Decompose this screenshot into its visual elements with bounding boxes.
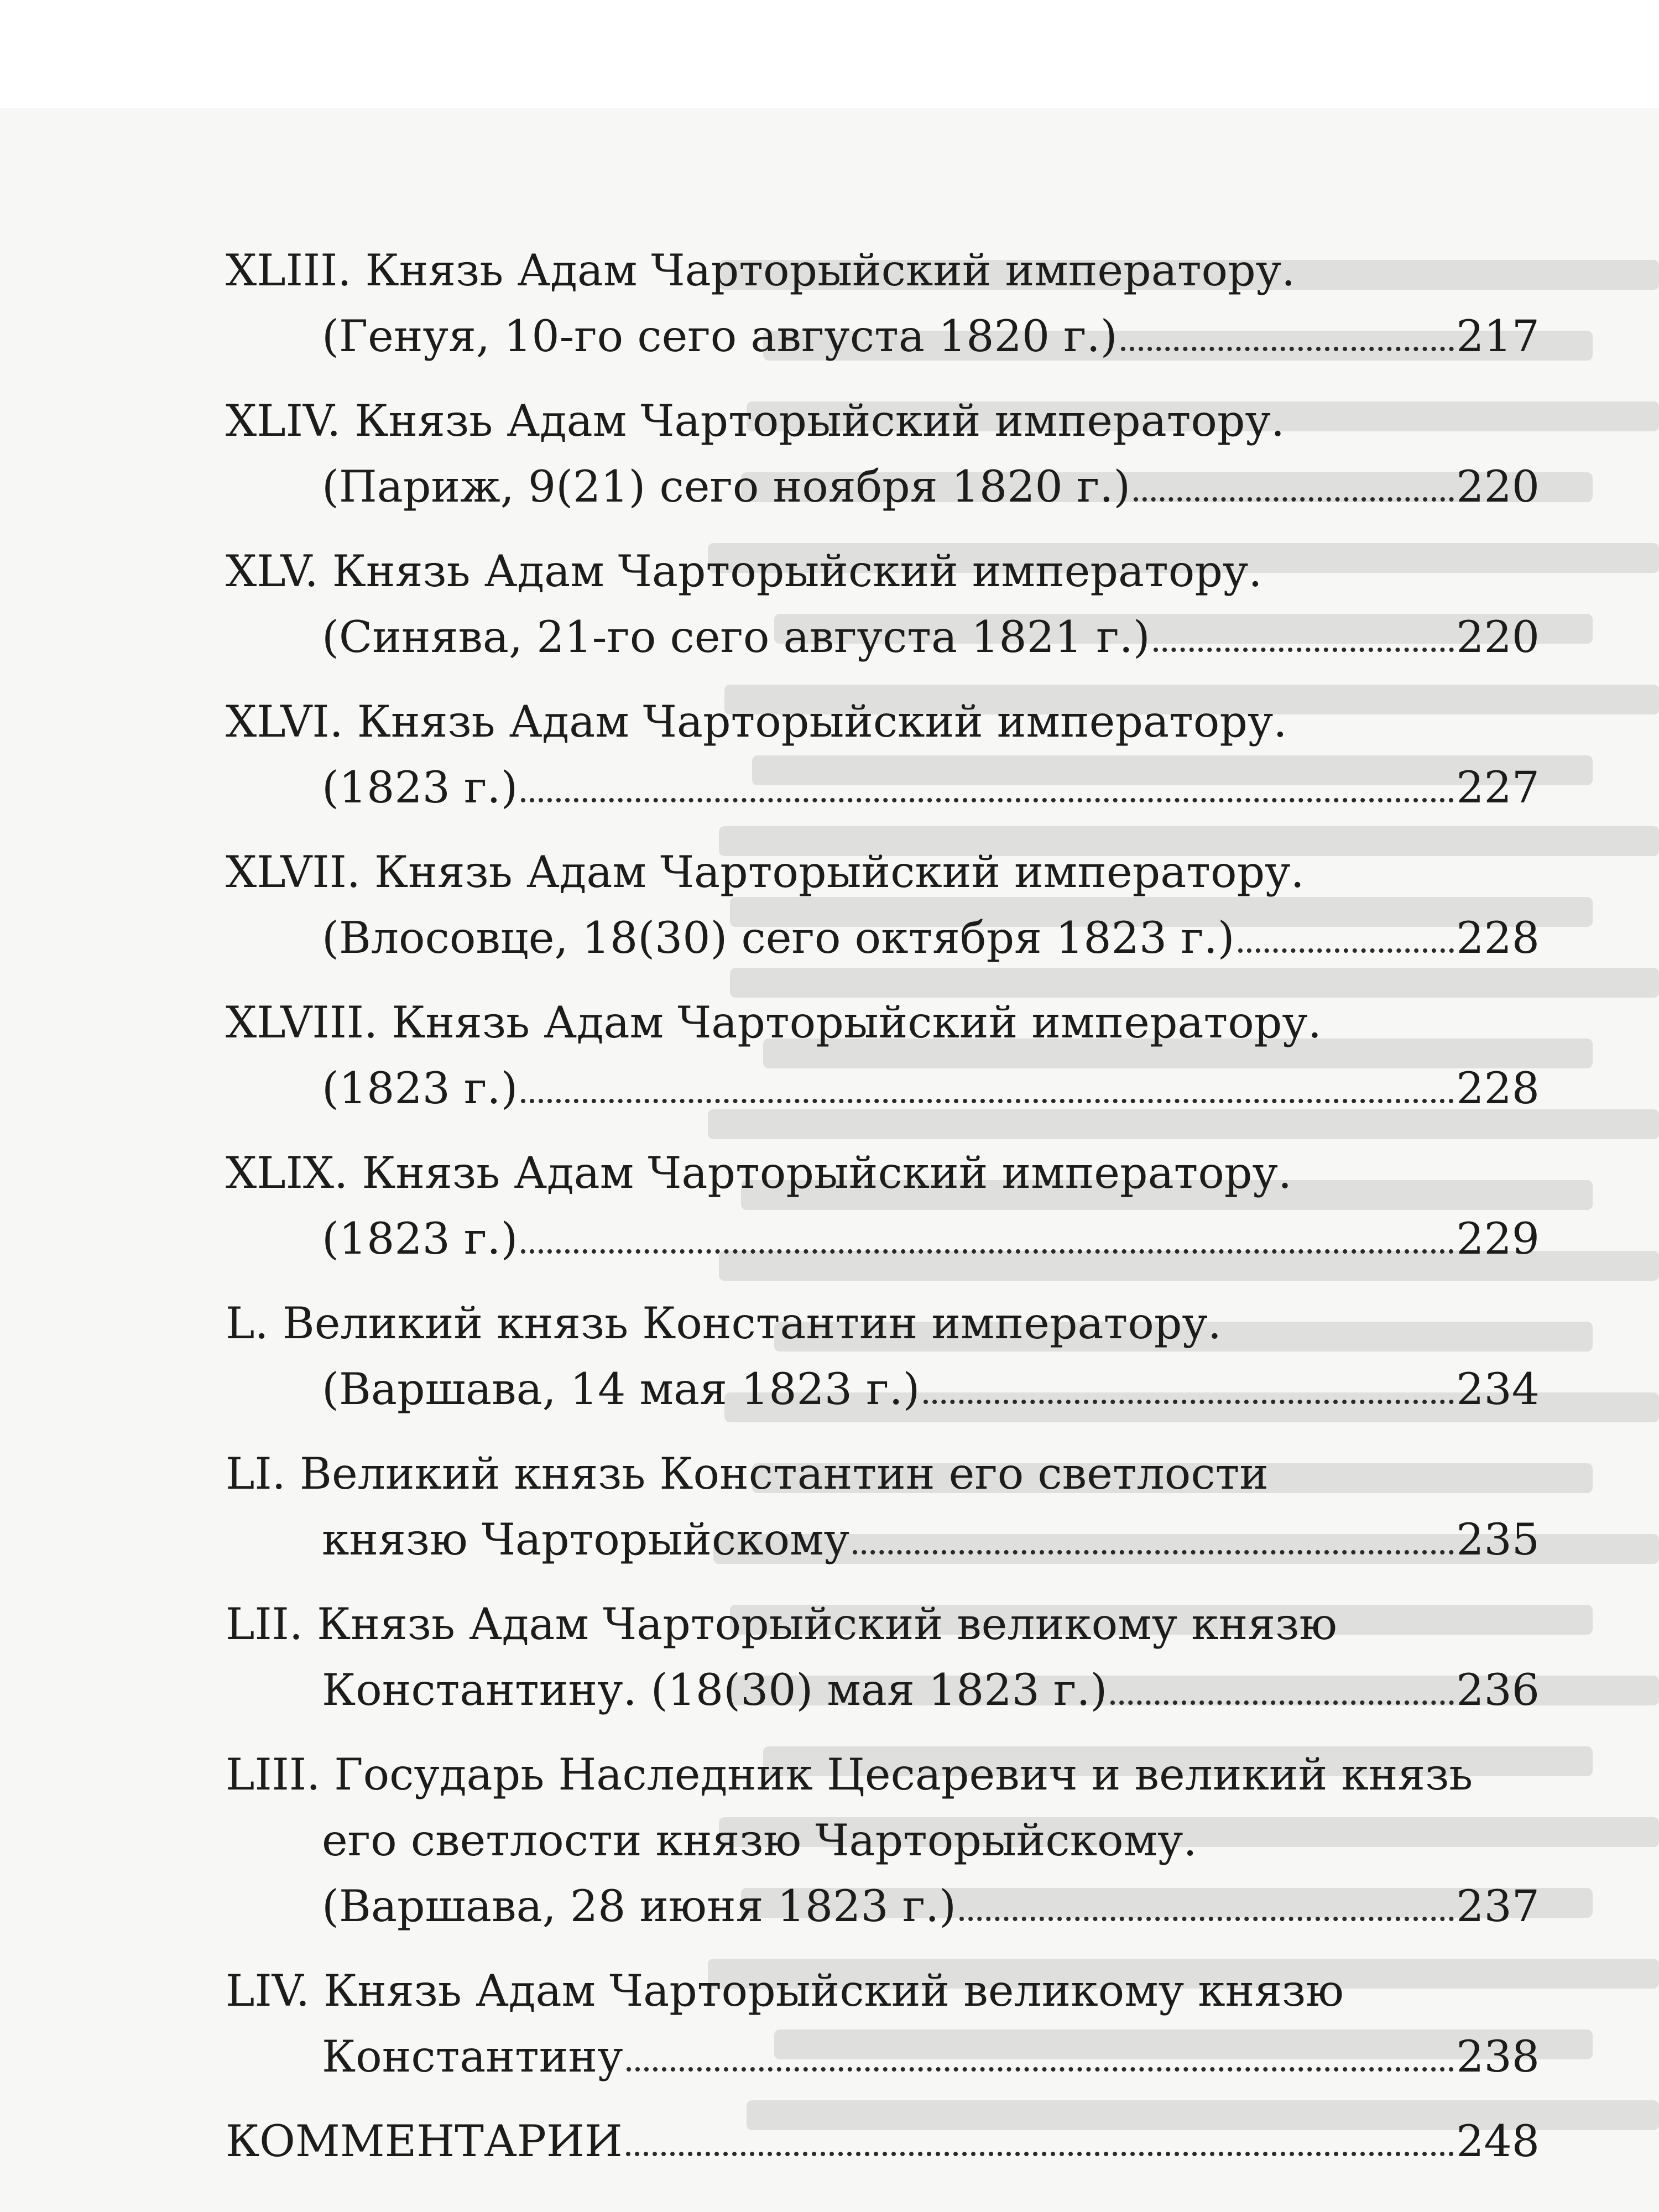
dot-leader [959, 1917, 1454, 1921]
entry-detail: (Генуя, 10-го сего августа 1820 г.) [322, 311, 1118, 362]
table-of-contents [226, 238, 1540, 2193]
page-number: 236 [1456, 1665, 1540, 1715]
toc-entry-li [226, 1441, 1540, 1573]
dot-leader [853, 1550, 1454, 1554]
entry-detail: (1823 г.) [322, 1213, 518, 1264]
dot-leader [1121, 347, 1454, 351]
entry-leader-line [226, 1056, 1540, 1121]
page-top-margin [0, 0, 1659, 108]
dot-leader [627, 2067, 1454, 2072]
dot-leader [521, 1249, 1454, 1254]
toc-entry-xlviii [226, 990, 1540, 1121]
toc-entry-lii [226, 1592, 1540, 1723]
entry-leader-line [226, 905, 1540, 971]
entry-detail: (Влосовце, 18(30) сего октября 1823 г.) [322, 912, 1235, 963]
entry-title: XLV. Князь Адам Чарторыйский императору. [226, 546, 1262, 597]
page-number: 220 [1456, 612, 1540, 662]
entry-detail: (Варшава, 14 мая 1823 г.) [322, 1364, 920, 1415]
entry-title: XLVIII. Князь Адам Чарторыйский императору. [226, 997, 1322, 1048]
commentary-label: КОММЕНТАРИИ [226, 2116, 623, 2167]
entry-title-continuation: его светлости князю Чарторыйскому. [322, 1815, 1197, 1866]
page-number: 217 [1456, 311, 1540, 362]
entry-title: XLVI. Князь Адам Чарторыйский императору. [226, 696, 1287, 747]
page-number: 248 [1456, 2116, 1540, 2167]
toc-entry-liv [226, 1958, 1540, 2090]
toc-entry-liii [226, 1742, 1540, 1939]
entry-detail: Константину [322, 2031, 623, 2082]
entry-title: LIII. Государь Наследник Цесаревич и великий князь [226, 1749, 1473, 1800]
entry-leader-line [226, 1357, 1540, 1422]
dot-leader [1238, 948, 1454, 953]
page-number: 235 [1456, 1514, 1540, 1565]
entry-title: XLIII. Князь Адам Чарторыйский императору. [226, 245, 1296, 296]
entry-leader-line [226, 454, 1540, 520]
page-number: 228 [1456, 1063, 1540, 1114]
entry-leader-line [226, 1507, 1540, 1573]
toc-entry-l [226, 1291, 1540, 1422]
entry-title: L. Великий князь Константин императору. [226, 1298, 1222, 1349]
entry-detail: князю Чарторыйскому [322, 1514, 850, 1565]
dot-leader [1154, 648, 1454, 652]
page-number: 237 [1456, 1881, 1540, 1932]
page-number: 227 [1456, 762, 1540, 813]
entry-leader-line [226, 2109, 1540, 2174]
toc-entry-xlvii [226, 839, 1540, 971]
entry-leader-line [226, 755, 1540, 821]
entry-leader-line [226, 1874, 1540, 1939]
entry-leader-line [226, 2024, 1540, 2090]
page-number: 220 [1456, 461, 1540, 512]
page-number: 234 [1456, 1364, 1540, 1415]
toc-entry-xliii [226, 238, 1540, 369]
dot-leader [521, 798, 1454, 802]
toc-entry-xliv [226, 388, 1540, 520]
toc-entry-xlix [226, 1140, 1540, 1272]
dot-leader [521, 1099, 1454, 1103]
toc-entry-xlvi [226, 689, 1540, 821]
dot-leader [626, 2152, 1454, 2156]
entry-title: XLIX. Князь Адам Чарторыйский императору. [226, 1147, 1292, 1198]
entry-detail: (Париж, 9(21) сего ноября 1820 г.) [322, 461, 1131, 512]
entry-detail: (1823 г.) [322, 762, 518, 813]
entry-title: XLIV. Князь Адам Чарторыйский императору. [226, 395, 1285, 446]
page-number: 238 [1456, 2031, 1540, 2082]
page-number: 228 [1456, 912, 1540, 963]
entry-leader-line [226, 304, 1540, 369]
entry-detail: (1823 г.) [322, 1063, 518, 1114]
page-number: 229 [1456, 1213, 1540, 1264]
entry-leader-line [226, 604, 1540, 670]
entry-title: LII. Князь Адам Чарторыйский великому князю [226, 1599, 1337, 1650]
toc-entry-commentary [226, 2109, 1540, 2174]
entry-title: XLVII. Князь Адам Чарторыйский императору. [226, 847, 1305, 898]
entry-detail: (Синява, 21-го сего августа 1821 г.) [322, 612, 1150, 662]
dot-leader [924, 1400, 1454, 1404]
toc-entry-xlv [226, 539, 1540, 670]
entry-title: LI. Великий князь Константин его светлости [226, 1448, 1269, 1499]
dot-leader [1110, 1700, 1454, 1705]
entry-title: LIV. Князь Адам Чарторыйский великому князю [226, 1965, 1344, 2016]
entry-leader-line [226, 1657, 1540, 1723]
entry-detail: Константину. (18(30) мая 1823 г.) [322, 1665, 1108, 1715]
entry-detail: (Варшава, 28 июня 1823 г.) [322, 1881, 957, 1932]
entry-leader-line [226, 1206, 1540, 1272]
dot-leader [1134, 497, 1454, 502]
